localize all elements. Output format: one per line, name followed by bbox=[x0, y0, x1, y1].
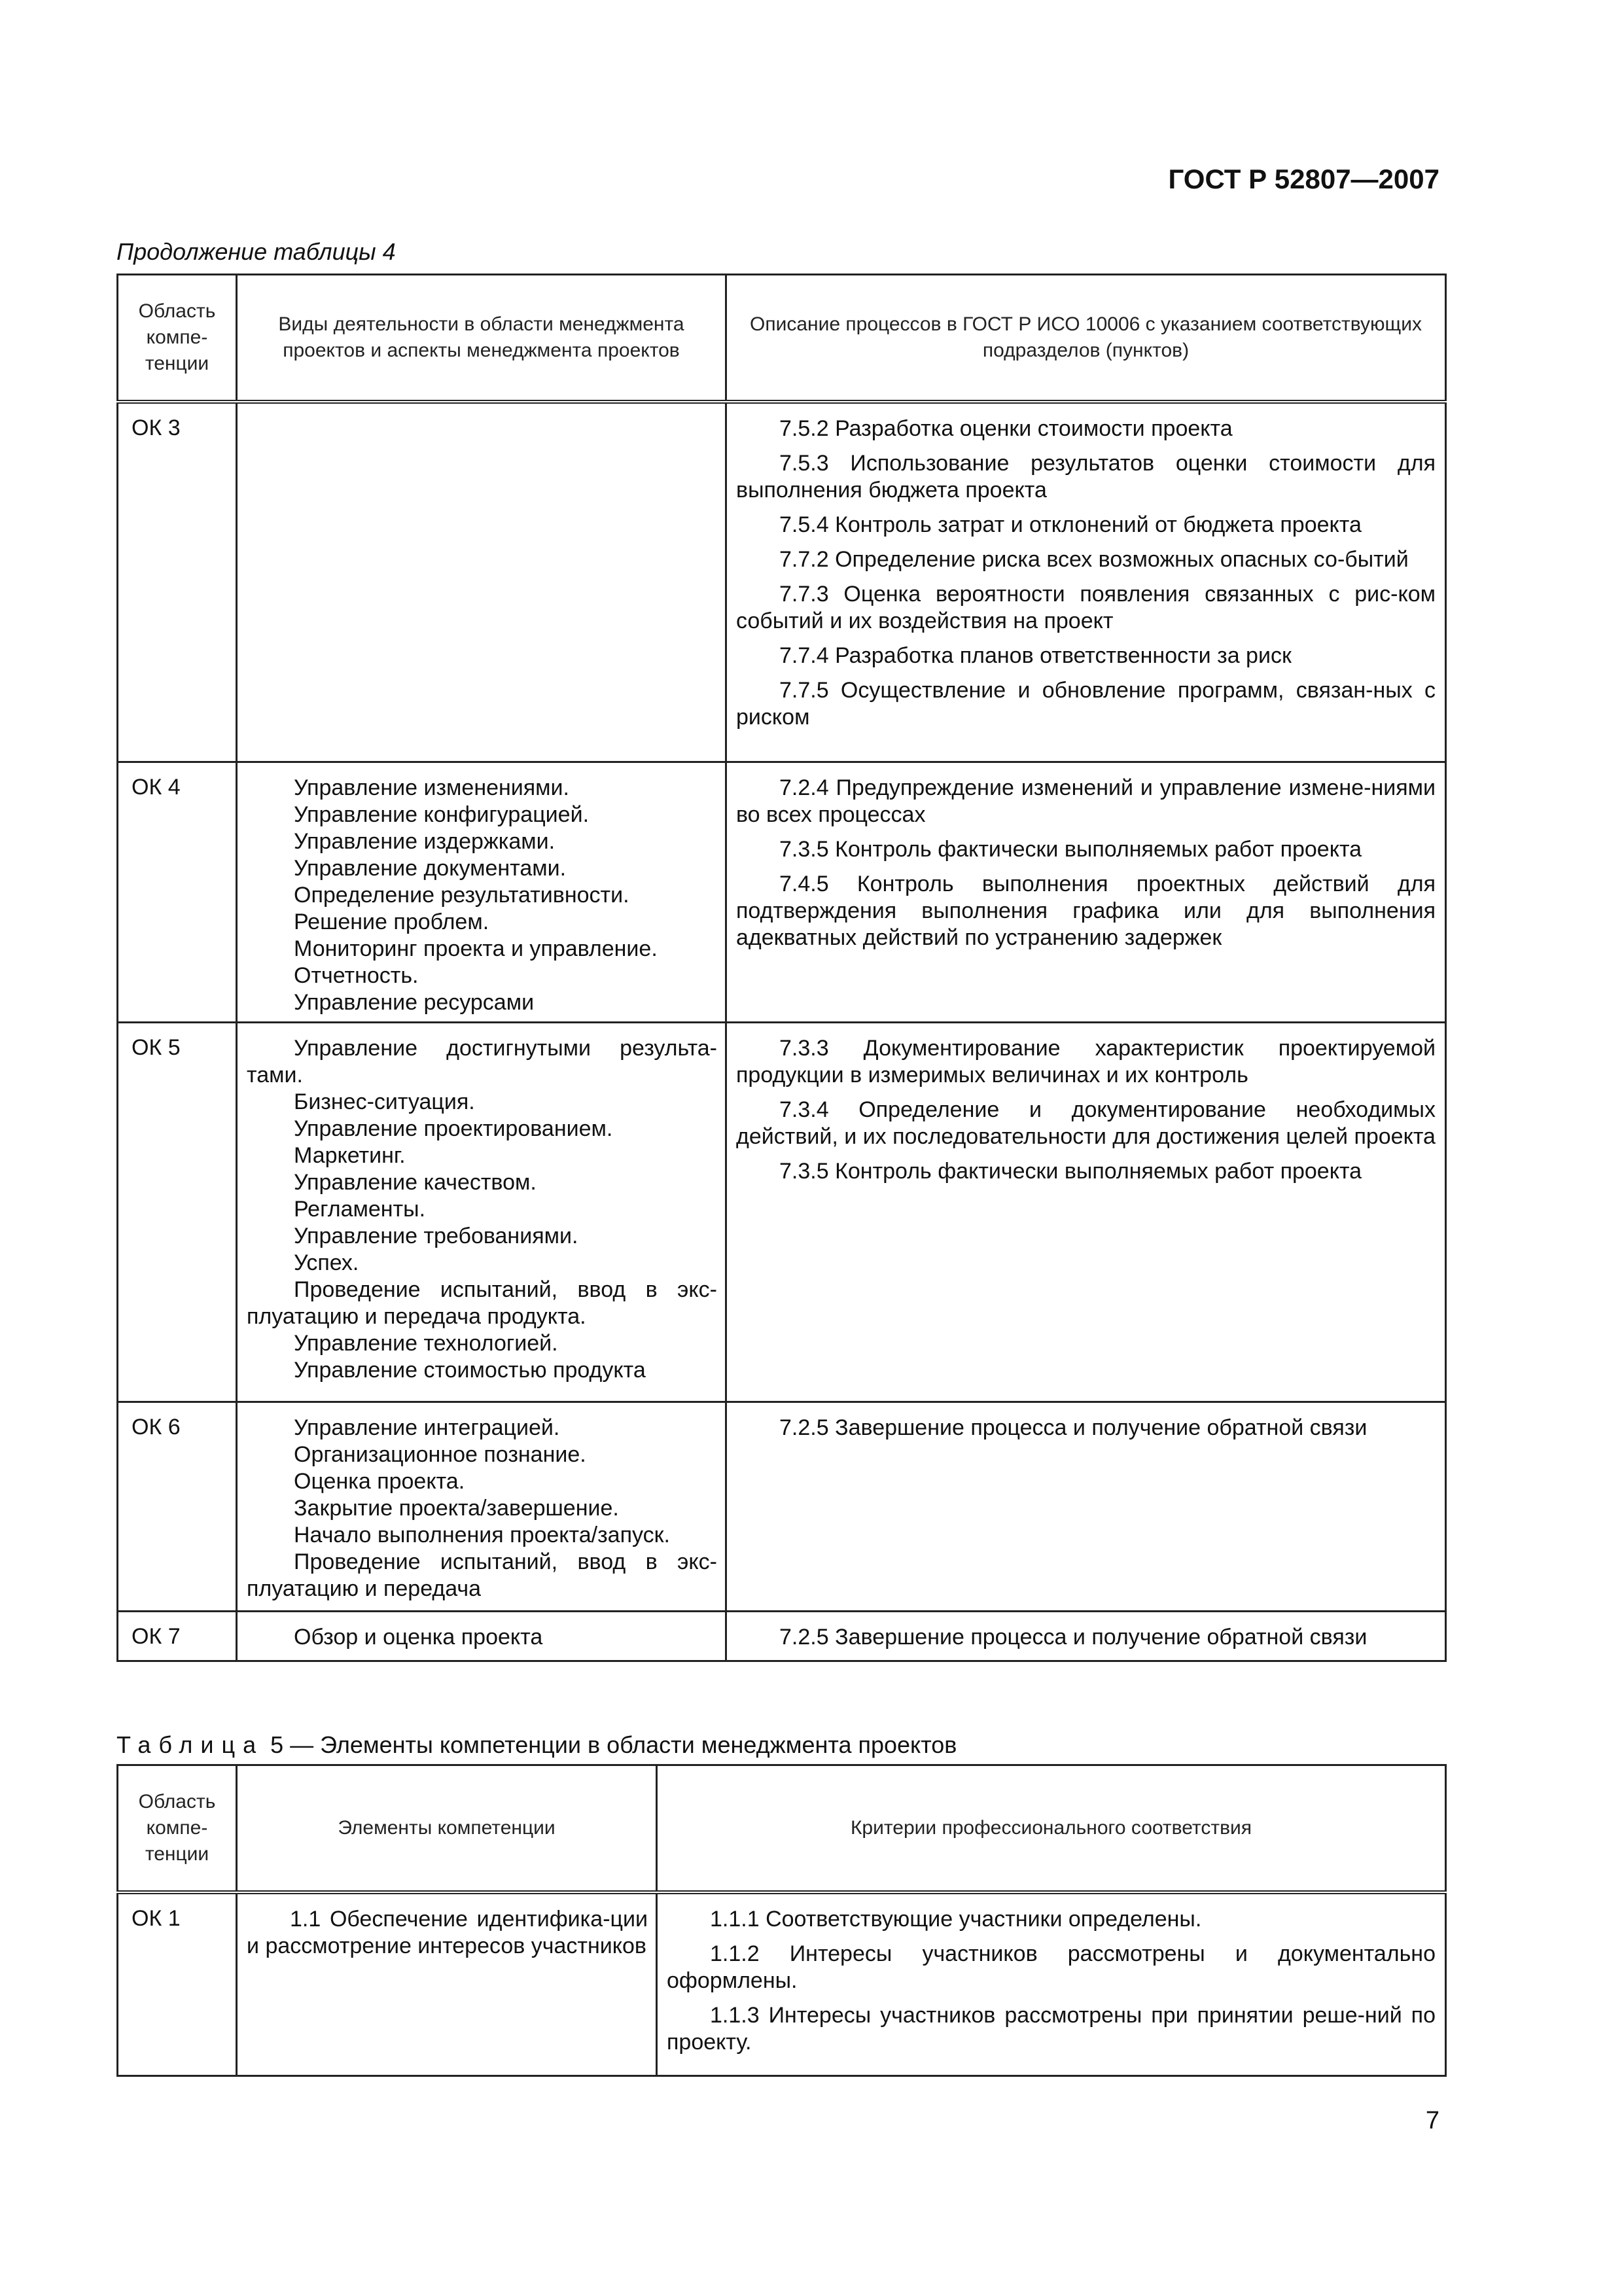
process-item: 7.5.4 Контроль затрат и отклонений от бюджета проекта bbox=[779, 512, 1362, 537]
table-row bbox=[118, 1611, 1446, 1661]
area-code-cell: ОК 1 bbox=[118, 1892, 237, 2075]
table4-header-area: Область компе-тенции bbox=[118, 275, 237, 402]
activity-item: Отчетность. bbox=[294, 963, 419, 988]
process-item: 7.2.4 Предупреждение изменений и управление измене-ниями во всех процессах bbox=[736, 775, 1436, 827]
area-code-cell: ОК 3 bbox=[118, 402, 237, 762]
document-code: ГОСТ Р 52807—2007 bbox=[1168, 164, 1439, 194]
table4-header-activities: Виды деятельности в области менеджмента проектов и аспекты менеджмента проектов bbox=[237, 275, 726, 402]
process-item: 7.7.2 Определение риска всех возможных опасных со-бытий bbox=[779, 547, 1409, 572]
process-item: 7.2.5 Завершение процесса и получение обратной связи bbox=[779, 1624, 1368, 1650]
activity-item: Закрытие проекта/завершение. bbox=[294, 1495, 619, 1521]
activity-item: Бизнес-ситуация. bbox=[294, 1089, 475, 1114]
activity-item: Управление проектированием. bbox=[294, 1116, 613, 1141]
process-item: 7.3.5 Контроль фактически выполняемых работ проекта bbox=[779, 1158, 1362, 1184]
processes-cell bbox=[726, 1611, 1446, 1661]
page-number: 7 bbox=[1425, 2107, 1439, 2134]
area-code-cell: ОК 6 bbox=[118, 1402, 237, 1611]
table5-header-row bbox=[118, 1765, 1446, 1893]
table-row bbox=[118, 762, 1446, 1022]
area-code-cell: ОК 5 bbox=[118, 1022, 237, 1402]
activity-item: Обзор и оценка проекта bbox=[294, 1624, 543, 1650]
process-item: 7.3.3 Документирование характеристик проектируемой продукции в измеримых величинах и их контроль bbox=[736, 1035, 1436, 1087]
criterion-item: 1.1.3 Интересы участников рассмотрены при принятии реше-ний по проекту. bbox=[667, 2003, 1436, 2055]
area-code-cell: ОК 7 bbox=[118, 1611, 237, 1661]
area-code-cell: ОК 4 bbox=[118, 762, 237, 1022]
processes-cell bbox=[726, 402, 1446, 762]
criterion-item: 1.1.1 Соответствующие участники определены. bbox=[710, 1907, 1202, 1932]
table-row bbox=[118, 1022, 1446, 1402]
activity-item: Управление качеством. bbox=[294, 1169, 537, 1195]
table5-header-criteria: Критерии профессионального соответствия bbox=[657, 1765, 1446, 1893]
processes-cell bbox=[726, 1022, 1446, 1402]
table-row bbox=[118, 1402, 1446, 1611]
activity-item: Оценка проекта. bbox=[294, 1468, 465, 1494]
activity-item: Проведение испытаний, ввод в экс-плуатацию и передача bbox=[247, 1549, 717, 1601]
table-row bbox=[118, 1892, 1446, 2075]
table5-body bbox=[118, 1892, 1446, 2075]
element-cell bbox=[237, 1892, 657, 2075]
table4 bbox=[116, 274, 1447, 1662]
activity-item: Управление достигнутыми результа-тами. bbox=[247, 1035, 717, 1087]
activity-item: Начало выполнения проекта/запуск. bbox=[294, 1522, 670, 1547]
processes-cell bbox=[726, 1402, 1446, 1611]
activity-item: Управление ресурсами bbox=[294, 989, 535, 1015]
process-item: 7.7.5 Осуществление и обновление программ, связан-ных с риском bbox=[736, 678, 1436, 730]
process-item: 7.4.5 Контроль выполнения проектных действий для подтверждения выполнения графика или для выполнения адекватных действий по устранению задержек bbox=[736, 871, 1436, 950]
activity-item: Определение результативности. bbox=[294, 882, 629, 908]
table5-header-elements: Элементы компетенции bbox=[237, 1765, 657, 1893]
activity-item: Управление интеграцией. bbox=[294, 1415, 560, 1440]
activity-item: Управление издержками. bbox=[294, 828, 556, 854]
table4-header-processes: Описание процессов в ГОСТ Р ИСО 10006 с указанием соответствующих подразделов (пунктов) bbox=[726, 275, 1446, 402]
processes-cell bbox=[726, 762, 1446, 1022]
activity-item: Регламенты. bbox=[294, 1196, 426, 1222]
activity-item: Мониторинг проекта и управление. bbox=[294, 936, 658, 961]
table5-header-area: Область компе-тенции bbox=[118, 1765, 237, 1893]
activity-item: Решение проблем. bbox=[294, 909, 489, 934]
activity-item: Проведение испытаний, ввод в экс-плуатацию и передача продукта. bbox=[247, 1277, 717, 1329]
activities-cell bbox=[237, 1402, 726, 1611]
table4-caption: Продолжение таблицы 4 bbox=[116, 238, 396, 265]
process-item: 7.5.3 Использование результатов оценки стоимости для выполнения бюджета проекта bbox=[736, 451, 1436, 503]
criterion-item: 1.1.2 Интересы участников рассмотрены и документально оформлены. bbox=[667, 1941, 1436, 1993]
activity-item: Маркетинг. bbox=[294, 1142, 406, 1168]
table5 bbox=[116, 1764, 1447, 2077]
process-item: 7.7.4 Разработка планов ответственности за риск bbox=[779, 643, 1292, 668]
activity-item: Управление конфигурацией. bbox=[294, 802, 590, 827]
activity-item: Управление стоимостью продукта bbox=[294, 1357, 646, 1383]
activity-item: Управление изменениями. bbox=[294, 775, 569, 800]
table5-caption bbox=[116, 1731, 957, 1759]
activity-item: Организационное познание. bbox=[294, 1441, 586, 1467]
activity-item: Управление технологией. bbox=[294, 1330, 558, 1356]
activities-cell bbox=[237, 402, 726, 762]
table-row bbox=[118, 402, 1446, 762]
process-item: 7.3.4 Определение и документирование необходимых действий, и их последовательности для достижения целей проекта bbox=[736, 1097, 1436, 1149]
process-item: 7.7.3 Оценка вероятности появления связанных с рис-ком событий и их воздействия на проект bbox=[736, 582, 1436, 633]
activities-cell bbox=[237, 1022, 726, 1402]
process-item: 7.5.2 Разработка оценки стоимости проекта bbox=[779, 416, 1233, 441]
table4-body bbox=[118, 402, 1446, 1661]
competence-element: 1.1 Обеспечение идентифика-ции и рассмотрение интересов участников bbox=[247, 1907, 648, 1958]
criteria-cell bbox=[657, 1892, 1446, 2075]
activity-item: Успех. bbox=[294, 1250, 359, 1275]
process-item: 7.2.5 Завершение процесса и получение обратной связи bbox=[779, 1415, 1368, 1440]
process-item: 7.3.5 Контроль фактически выполняемых работ проекта bbox=[779, 836, 1362, 862]
table5-caption-label: Таблица bbox=[116, 1731, 264, 1758]
table5-caption-title: 5 — Элементы компетенции в области менеджмента проектов bbox=[264, 1731, 957, 1758]
activity-item: Управление требованиями. bbox=[294, 1223, 578, 1248]
table4-header-row bbox=[118, 275, 1446, 402]
activity-item: Управление документами. bbox=[294, 855, 567, 881]
activities-cell bbox=[237, 762, 726, 1022]
activities-cell bbox=[237, 1611, 726, 1661]
